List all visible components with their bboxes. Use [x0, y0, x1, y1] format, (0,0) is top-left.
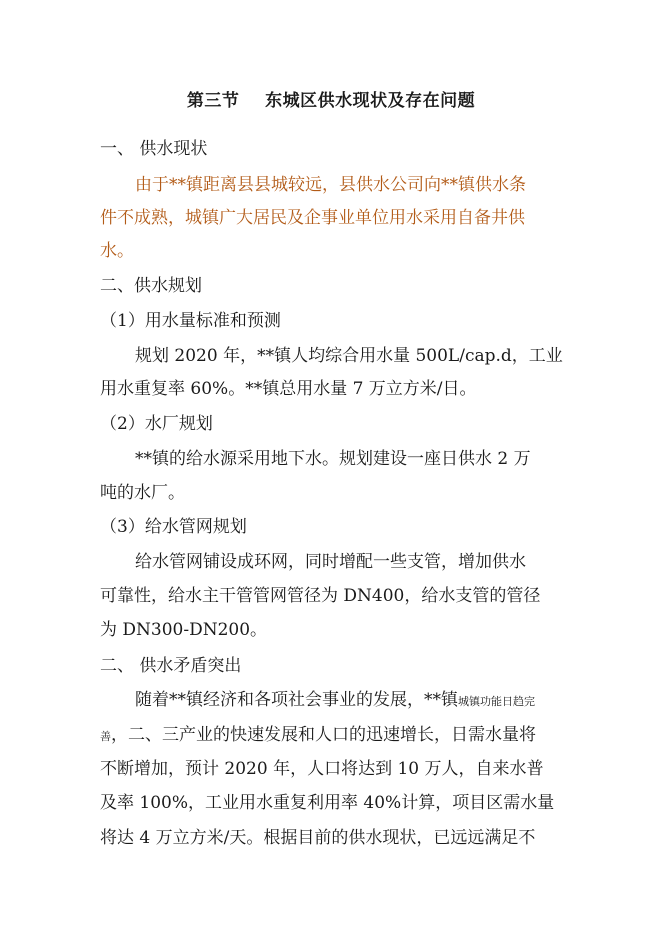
paragraph-line: 由于**镇距离县县城较远，县供水公司向**镇供水条 [135, 175, 526, 195]
paragraph-line: 可靠性，给水主干管管网管径为 DN400，给水支管的管径 [100, 586, 541, 606]
paragraph-text: 随着**镇经济和各项社会事业的发展，**镇 [135, 690, 458, 710]
paragraph-line: 为 DN300-DN200。 [100, 620, 268, 640]
subheading-pipe-network: （3）给水管网规划 [100, 517, 247, 537]
paragraph-line: 水。 [100, 241, 134, 261]
paragraph-text: ，二、三产业的快速发展和人口的迅速增长，日需水量将 [111, 725, 536, 745]
heading-supply-conflict: 二、 供水矛盾突出 [100, 656, 242, 676]
paragraph-line: 给水管网铺设成环网，同时增配一些支管，增加供水 [135, 552, 526, 572]
paragraph-line: 规划 2020 年，**镇人均综合用水量 500L/cap.d，工业 [135, 346, 563, 366]
heading-supply-status: 一、 供水现状 [100, 139, 208, 159]
subheading-water-plant: （2）水厂规划 [100, 414, 213, 434]
paragraph-small-text: 城镇功能日趋完 [458, 695, 535, 708]
subheading-water-demand: （1）用水量标准和预测 [100, 311, 281, 331]
paragraph-line: 件不成熟，城镇广大居民及企事业单位用水采用自备井供 [100, 208, 525, 228]
paragraph-line: 用水重复率 60%。**镇总用水量 7 万立方米/日。 [100, 379, 477, 399]
paragraph-line: 吨的水厂。 [100, 483, 185, 503]
paragraph-line: 将达 4 万立方米/天。根据目前的供水现状，已远远满足不 [100, 828, 536, 848]
paragraph-line: 及率 100%，工业用水重复利用率 40%计算，项目区需水量 [100, 793, 555, 813]
paragraph-line: 不断增加，预计 2020 年，人口将达到 10 万人，自来水普 [100, 759, 544, 779]
paragraph-small-text: 善 [100, 730, 111, 743]
paragraph-line [135, 689, 535, 713]
section-title: 第三节 东城区供水现状及存在问题 [186, 91, 476, 111]
paragraph-line [100, 724, 536, 748]
heading-supply-planning: 二、供水规划 [100, 276, 202, 296]
paragraph-line: **镇的给水源采用地下水。规划建设一座日供水 2 万 [135, 449, 531, 469]
